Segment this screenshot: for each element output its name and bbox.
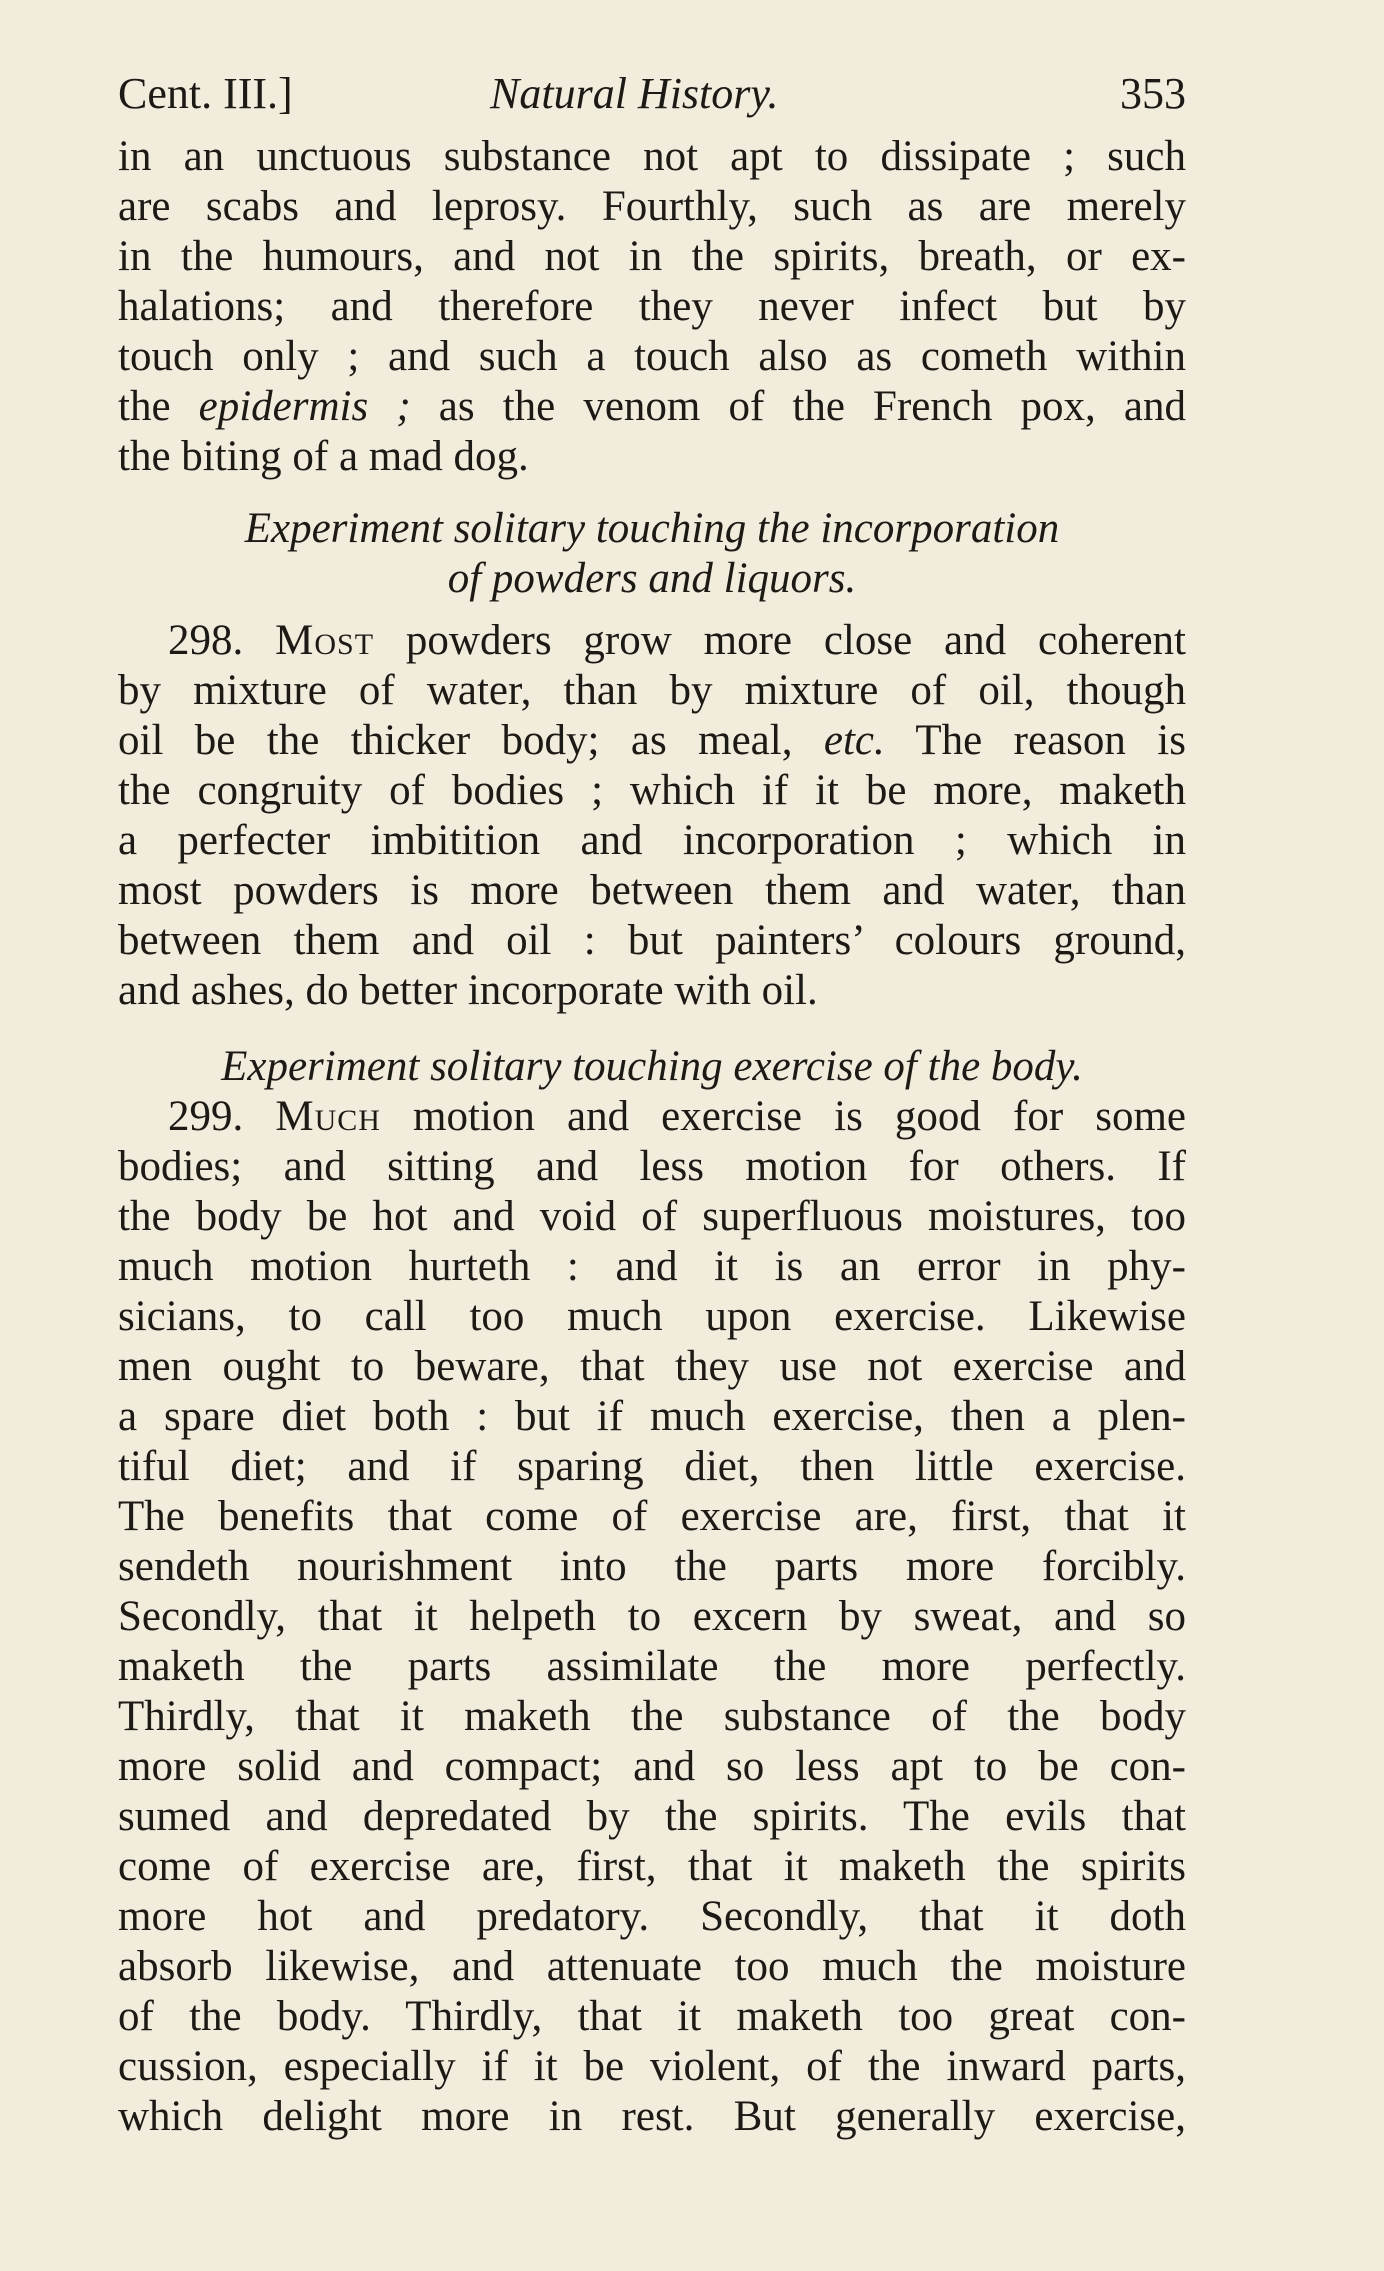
heading-line: Experiment solitary touching the incorporation: [244, 505, 1060, 552]
text-line: a spare diet both : but if much exercise, then a plen-: [118, 1393, 1186, 1440]
text-line: in the humours, and not in the spirits, breath, or ex-: [118, 233, 1186, 280]
paragraph-first-line: [118, 616, 1186, 666]
text-line: between them and oil : but painters’ colours ground,: [118, 917, 1186, 964]
first-line-text: motion and exercise is good for some: [413, 1093, 1187, 1140]
text-line: most powders is more between them and water, than: [118, 867, 1186, 914]
text-line: [118, 382, 1186, 432]
section-heading-298: [118, 504, 1186, 604]
first-line-text: powders grow more close and coherent: [405, 617, 1187, 664]
text-line: cussion, especially if it be violent, of the inward parts,: [118, 2043, 1186, 2090]
heading-line: of powders and liquors.: [447, 555, 857, 602]
paragraph-number: 298.: [168, 617, 244, 664]
italic-term: etc.: [823, 717, 885, 764]
text-line: men ought to beware, that they use not exercise and: [118, 1343, 1186, 1390]
italic-term: epidermis ;: [198, 383, 411, 430]
paragraph-first-line: [118, 1092, 1186, 1142]
text-line: the congruity of bodies ; which if it be more, maketh: [118, 767, 1186, 814]
text-line: come of exercise are, first, that it maketh the spirits: [118, 1843, 1186, 1890]
text-line: which delight more in rest. But generally exercise,: [118, 2093, 1186, 2140]
page-body: [118, 132, 1186, 2142]
text-line: halations; and therefore they never infect but by: [118, 283, 1186, 330]
paragraph-lines: [118, 666, 1186, 1016]
text-line: in an unctuous substance not apt to dissipate ; such: [118, 133, 1186, 180]
text-line: a perfecter imbitition and incorporation ; which in: [118, 817, 1186, 864]
paragraph-number: 299.: [168, 1093, 244, 1140]
text-line: of the body. Thirdly, that it maketh too great con-: [118, 1993, 1186, 2040]
text-line: and ashes, do better incorporate with oil.: [118, 967, 818, 1014]
century-label: Cent. III.]: [118, 69, 293, 118]
heading-line: Experiment solitary touching exercise of the body.: [221, 1043, 1083, 1090]
lead-word: Much: [275, 1093, 381, 1140]
text-line: much motion hurteth : and it is an error in phy-: [118, 1243, 1186, 1290]
text-line: Thirdly, that it maketh the substance of the body: [118, 1693, 1186, 1740]
paragraph-lines: [118, 1142, 1186, 2142]
section-heading-299: [118, 1042, 1186, 1092]
text-run: as the venom of the French pox, and: [410, 383, 1186, 430]
text-line: The benefits that come of exercise are, first, that it: [118, 1493, 1186, 1540]
lead-word: Most: [275, 617, 375, 664]
text-line: sumed and depredated by the spirits. The evils that: [118, 1793, 1186, 1840]
text-line: [118, 716, 1186, 766]
text-line: tiful diet; and if sparing diet, then little exercise.: [118, 1443, 1186, 1490]
text-line: maketh the parts assimilate the more perfectly.: [118, 1643, 1186, 1690]
text-line: Secondly, that it helpeth to excern by sweat, and so: [118, 1593, 1186, 1640]
text-line: the biting of a mad dog.: [118, 433, 529, 480]
paragraph-continued: [118, 132, 1186, 482]
text-line: more solid and compact; and so less apt to be con-: [118, 1743, 1186, 1790]
text-line: touch only ; and such a touch also as cometh within: [118, 333, 1186, 380]
running-header: [118, 68, 1186, 132]
text-line: the body be hot and void of superfluous moistures, too: [118, 1193, 1186, 1240]
text-line: absorb likewise, and attenuate too much the moisture: [118, 1943, 1186, 1990]
running-title: Natural History.: [490, 69, 779, 118]
text-line: by mixture of water, than by mixture of oil, though: [118, 667, 1186, 714]
page-number: 353: [1120, 69, 1186, 118]
text-line: sendeth nourishment into the parts more forcibly.: [118, 1543, 1186, 1590]
text-line: more hot and predatory. Secondly, that it doth: [118, 1893, 1186, 1940]
text-line: are scabs and leprosy. Fourthly, such as are merely: [118, 183, 1186, 230]
paragraph-298: [118, 616, 1186, 1016]
text-run: the: [118, 383, 199, 430]
text-run: The reason is: [884, 717, 1186, 764]
text-line: sicians, to call too much upon exercise. Likewise: [118, 1293, 1186, 1340]
text-run: oil be the thicker body; as meal,: [118, 717, 824, 764]
text-line: bodies; and sitting and less motion for others. If: [118, 1143, 1186, 1190]
paragraph-299: [118, 1092, 1186, 2142]
